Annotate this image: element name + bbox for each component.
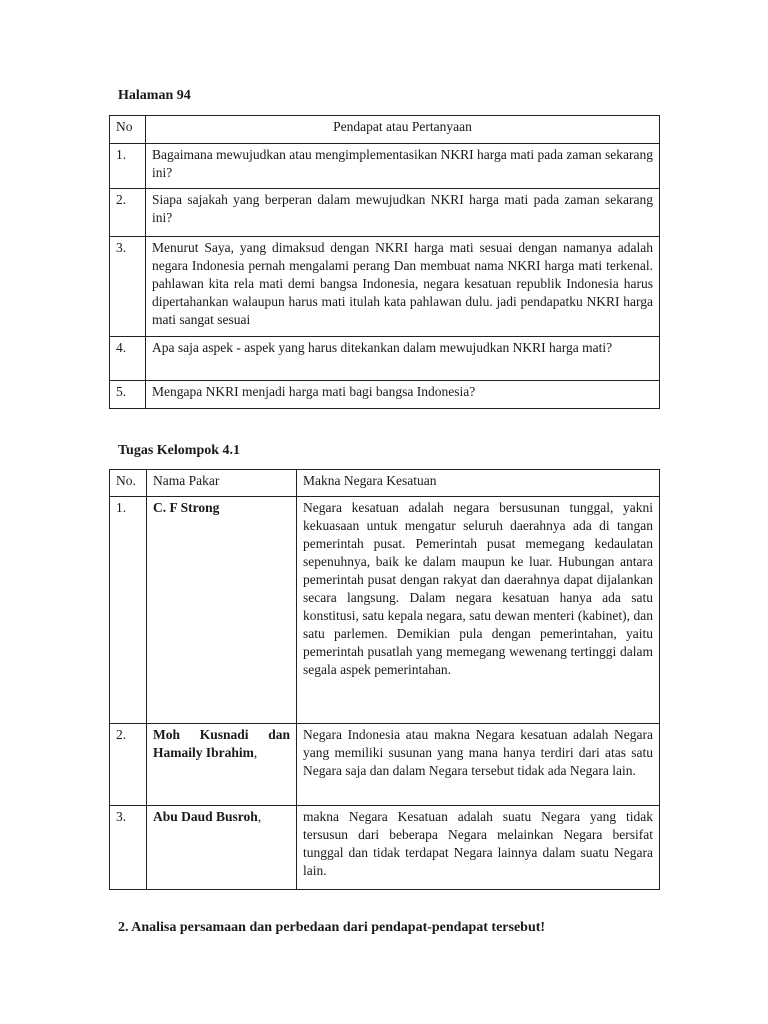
expert-name-suffix: , (257, 809, 262, 824)
row-number: 3. (110, 237, 146, 337)
expert-name: Abu Daud Busroh (153, 809, 258, 824)
row-text: Menurut Saya, yang dimaksud dengan NKRI harga mati sesuai dengan namanya adalah negara Indonesia pernah mengalami perang Dan membuat nama NKRI harga mati terkenal. pahlawan kita rela mati demi bangsa Indonesia, negara kesatuan republik Indonesia harus dipertahankan walaupun harus mati itulah kata pahlawan dulu. jadi pendapatku NKRI harga mati sangat sesuai (146, 237, 660, 337)
table-row (110, 237, 660, 337)
row-meaning: Negara kesatuan adalah negara bersusunan tunggal, yakni kekuasaan untuk mengatur seluruh daerahnya ada di tangan pemerintah pusat. Pemerintah pusat memegang kedaulatan sepenuhnya, baik ke dalam maupun ke luar. Hubungan antara pemerintah pusat dengan rakyat dan daerahnya dapat dijalankan secara langsung. Dalam negara kesatuan hanya ada satu konstitusi, satu kepala negara, satu dewan menteri (kabinet), dan satu parlemen. Demikian pula dengan pemerintahan, yaitu pemerintah pusatlah yang memegang wewenang tertinggi dalam segala aspek pemerintahan. (297, 497, 660, 724)
analysis-question: 2. Analisa persamaan dan perbedaan dari pendapat-pendapat tersebut! (118, 920, 546, 935)
expert-definition-table (109, 469, 660, 890)
table-header-row (110, 116, 660, 144)
row-number: 1. (110, 144, 146, 189)
header-no: No (110, 116, 146, 144)
header-expert-name: Nama Pakar (147, 470, 297, 497)
row-meaning: makna Negara Kesatuan adalah suatu Negara yang tidak tersusun dari beberapa Negara melainkan Negara bersifat tunggal dan tidak terdapat Negara lainnya dalam suatu Negara lain. (297, 806, 660, 890)
section-heading-tugas-kelompok: Tugas Kelompok 4.1 (118, 443, 241, 458)
opinion-question-table (109, 115, 660, 409)
table-row (110, 189, 660, 237)
row-number: 2. (110, 189, 146, 237)
table-row (110, 381, 660, 409)
row-expert (147, 806, 297, 890)
expert-name-suffix: , (253, 745, 258, 760)
table-row (110, 724, 660, 806)
table-header-row (110, 470, 660, 497)
section-heading-halaman-94: Halaman 94 (118, 88, 191, 103)
table-row (110, 806, 660, 890)
row-text: Apa saja aspek - aspek yang harus ditekankan dalam mewujudkan NKRI harga mati? (146, 337, 660, 381)
header-meaning: Makna Negara Kesatuan (297, 470, 660, 497)
row-number: 5. (110, 381, 146, 409)
table-row (110, 337, 660, 381)
row-expert (147, 497, 297, 724)
header-no: No. (110, 470, 147, 497)
expert-name: Moh Kusnadi dan Hamaily Ibrahim (153, 727, 290, 760)
row-number: 4. (110, 337, 146, 381)
row-text: Mengapa NKRI menjadi harga mati bagi bangsa Indonesia? (146, 381, 660, 409)
row-number: 1. (110, 497, 147, 724)
row-number: 2. (110, 724, 147, 806)
table-row (110, 144, 660, 189)
header-opinion: Pendapat atau Pertanyaan (146, 116, 660, 144)
row-number: 3. (110, 806, 147, 890)
row-meaning: Negara Indonesia atau makna Negara kesatuan adalah Negara yang memiliki susunan yang mana hanya terdiri dari atas satu Negara saja dan dalam Negara tersebut tidak ada Negara lain. (297, 724, 660, 806)
row-text: Bagaimana mewujudkan atau mengimplementasikan NKRI harga mati pada zaman sekarang ini? (146, 144, 660, 189)
row-text: Siapa sajakah yang berperan dalam mewujudkan NKRI harga mati pada zaman sekarang ini? (146, 189, 660, 237)
expert-name: C. F Strong (153, 500, 220, 515)
table-row (110, 497, 660, 724)
row-expert (147, 724, 297, 806)
